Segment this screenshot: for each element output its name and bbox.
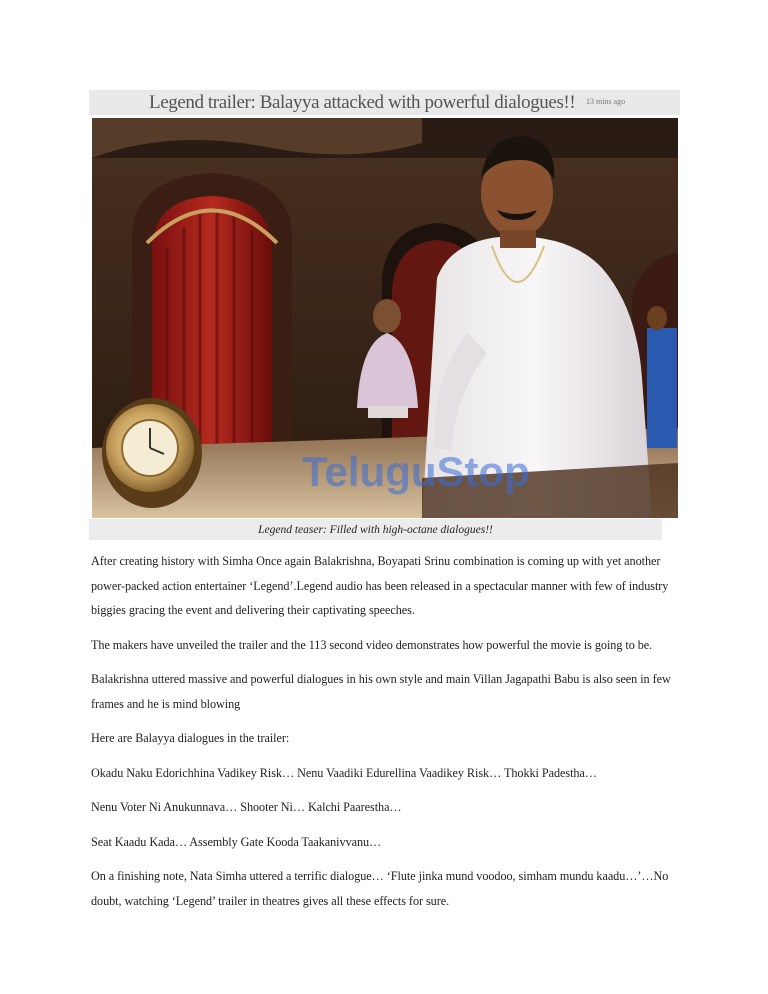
dialogue-line: Okadu Naku Edorichhina Vadikey Risk… Nenu Vaadiki Edurellina Vaadikey Risk… Thokki Padestha… (91, 765, 597, 780)
article-photo (92, 118, 678, 518)
article-paragraph: The makers have unveiled the trailer and the 113 second video demonstrates how powerful the movie is going to be. (91, 637, 653, 652)
article-paragraph: After creating history with Simha Once again Balakrishna, Boyapati Srinu combination is coming up with yet another power-packed action entertainer ‘Legend’.Legend audio has been released in a spectacular manner with few of industry biggies gracing the event and delivering their captivating speeches. (91, 554, 669, 617)
article-title-bar (89, 90, 680, 115)
photo-caption-bar (89, 519, 662, 540)
article-paragraph: Balakrishna uttered massive and powerful dialogues in his own style and main Villan Jagapathi Babu is also seen in few frames and he is mind blowing (91, 672, 671, 711)
article-paragraph: On a finishing note, Nata Simha uttered a terrific dialogue… ‘Flute jinka mund voodoo, simham mundu kaadu…’…No doubt, watching ‘Legend’ trailer in theatres gives all these effects for sure. (91, 869, 669, 908)
article-body (91, 549, 681, 923)
movie-still-image (92, 118, 678, 518)
dialogue-line: Nenu Voter Ni Anukunnava… Shooter Ni… Kalchi Paarestha… (91, 800, 402, 814)
dialogue-line: Seat Kaadu Kada… Assembly Gate Kooda Taakanivvanu… (91, 834, 382, 849)
post-time: 13 mins ago (586, 97, 626, 106)
article-paragraph: Here are Balayya dialogues in the trailer: (91, 731, 290, 745)
photo-caption: Legend teaser: Filled with high-octane dialogues!! (258, 524, 493, 536)
watermark-text: TeluguStop (302, 448, 530, 495)
article-title: Legend trailer: Balayya attacked with powerful dialogues!! (149, 92, 576, 113)
